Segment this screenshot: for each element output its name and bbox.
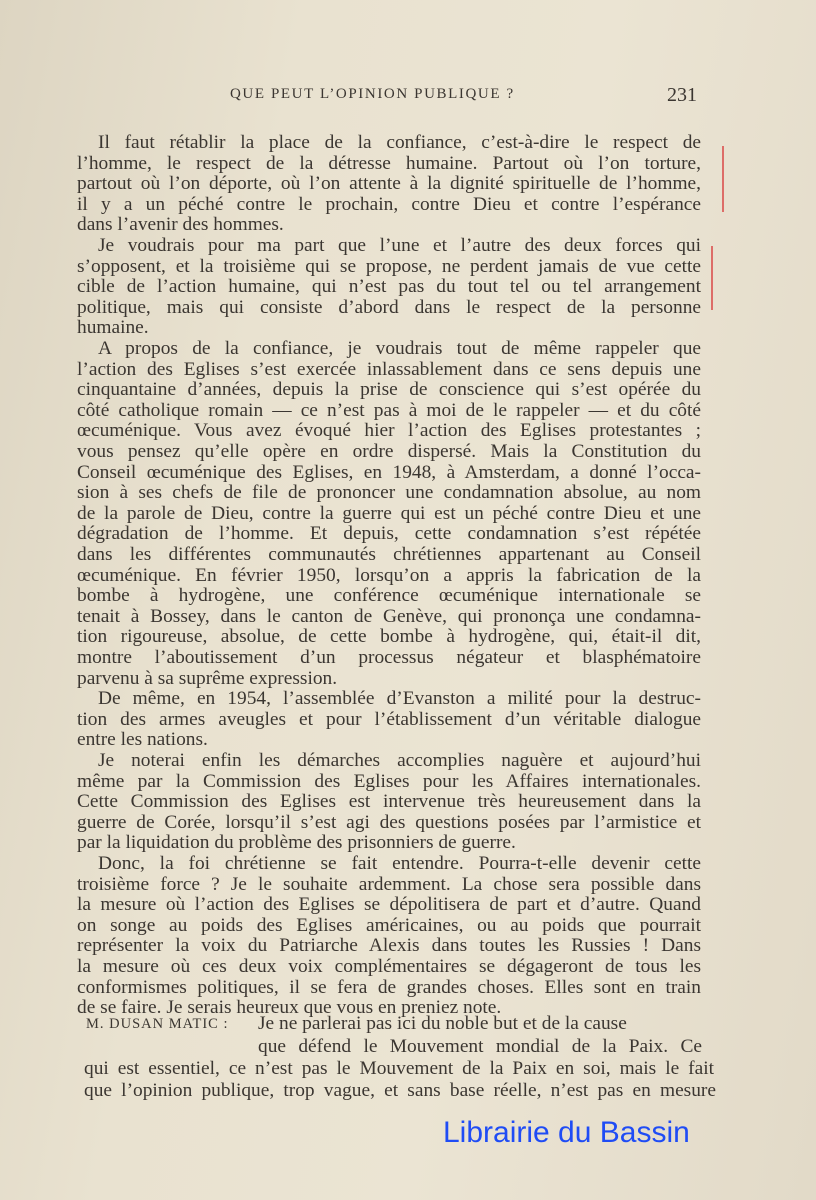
text-line: sion à ses chefs de file de prononcer une condamnation absolue, au nom (77, 482, 701, 504)
text-line: il y a un péché contre le prochain, contre Dieu et contre l’espérance (77, 193, 701, 215)
text-line: de la parole de Dieu, contre la guerre qui est un péché contre Dieu et une (77, 502, 701, 524)
text-line: cible de l’action humaine, qui n’est pas du tout tel ou tel arrangement (77, 276, 701, 298)
text-line: Je noterai enfin les démarches accomplies naguère et aujourd’hui (98, 750, 701, 771)
text-line: tion des armes aveugles et pour l’établissement d’un véritable dialogue (77, 708, 701, 730)
text-line: dans les différentes communautés chrétiennes appartenant au Conseil (77, 544, 701, 565)
text-line: représenter la voix du Patriarche Alexis dans toutes les Russies ! Dans (77, 935, 701, 957)
text-line: partout où l’on déporte, où l’on attente à la dignité spirituelle de l’homme, (77, 173, 701, 195)
text-line: dans l’avenir des hommes. (77, 214, 284, 236)
text-line: entre les nations. (77, 729, 208, 751)
text-line: par la liquidation du problème des prisonniers de guerre. (77, 832, 516, 854)
text-line: vous pensez qu’elle opère en ordre dispersé. Mais la Constitution du (77, 441, 701, 462)
text-line: conformismes politiques, il se fera de grandes choses. Elles sont en train (77, 976, 701, 998)
text-line: guerre de Corée, lorsqu’il s’est agi des questions posées par l’armistice et (77, 811, 701, 833)
text-line: côté catholique romain — ce n’est pas à moi de le rappeler — et du côté (77, 399, 701, 421)
text-line: la mesure où l’action des Eglises se dépolitisera de part et d’autre. Quand (77, 894, 701, 916)
text-line: A propos de la confiance, je voudrais tout de même rappeler que (98, 338, 701, 359)
text-line: bombe à hydrogène, une conférence œcuménique internationale se (77, 585, 701, 607)
text-line: l’homme, le respect de la détresse humaine. Partout où l’on torture, (77, 152, 701, 174)
text-line: Il faut rétablir la place de la confiance, c’est-à-dire le respect de (98, 132, 701, 153)
text-line: même par la Commission des Eglises pour les Affaires internationales. (77, 770, 701, 792)
text-line: la mesure où ces deux voix complémentaires se dégageront de tous les (77, 956, 701, 977)
text-line: tion rigoureuse, absolue, de cette bombe à hydrogène, qui, était-il dit, (77, 626, 701, 648)
text-line: s’opposent, et la troisième qui se propose, ne perdent jamais de vue cette (77, 255, 701, 277)
text-line: Je voudrais pour ma part que l’une et l’autre des deux forces qui (98, 235, 701, 256)
red-margin-mark (711, 246, 713, 310)
speaker-line: Je ne parlerai pas ici du noble but et de la cause (258, 1013, 627, 1034)
red-margin-mark (722, 146, 724, 212)
page-number: 231 (667, 84, 697, 106)
watermark: Librairie du Bassin (443, 1116, 690, 1149)
speaker-name: M. DUSAN MATIC : (86, 1016, 229, 1032)
text-line: cinquantaine d’années, depuis la prise de conscience qui s’est opérée du (77, 379, 701, 401)
text-line: troisième force ? Je le souhaite ardemment. La chose sera possible dans (77, 873, 701, 895)
text-line: œcuménique. Vous avez évoqué hier l’action des Eglises protestantes ; (77, 420, 701, 442)
text-line: Donc, la foi chrétienne se fait entendre. Pourra-t-elle devenir cette (98, 853, 701, 874)
running-header: QUE PEUT L’OPINION PUBLIQUE ? (230, 86, 515, 102)
text-line: De même, en 1954, l’assemblée d’Evanston a milité pour la destruc- (98, 688, 701, 710)
text-line: Cette Commission des Eglises est intervenue très heureusement dans la (77, 791, 701, 813)
speaker-line: qui est essentiel, ce n’est pas le Mouvement de la Paix en soi, mais le fait (84, 1058, 714, 1079)
text-line: tenait à Bossey, dans le canton de Genève, qui prononça une condamna- (77, 605, 701, 627)
text-line: l’action des Eglises s’est exercée inlassablement dans ce sens depuis une (77, 358, 701, 380)
text-line: on songe au poids des Eglises américaines, ou au poids que pourrait (77, 914, 701, 936)
speaker-line: que l’opinion publique, trop vague, et sans base réelle, n’est pas en mesure (84, 1080, 716, 1101)
speaker-line: que défend le Mouvement mondial de la Paix. Ce (258, 1036, 702, 1057)
text-line: montre l’aboutissement d’un processus négateur et blasphématoire (77, 647, 701, 668)
text-line: de se faire. Je serais heureux que vous en preniez note. (77, 997, 502, 1019)
text-line: œcuménique. En février 1950, lorsqu’on a appris la fabrication de la (77, 564, 701, 586)
text-line: humaine. (77, 317, 149, 339)
text-line: Conseil œcuménique des Eglises, en 1948, à Amsterdam, a donné l’occa- (77, 461, 701, 483)
text-line: politique, mais qui consiste d’abord dans le respect de la personne (77, 296, 701, 318)
text-line: dégradation de l’homme. Et depuis, cette condamnation s’est répétée (77, 523, 701, 545)
text-line: parvenu à sa suprême expression. (77, 667, 338, 689)
